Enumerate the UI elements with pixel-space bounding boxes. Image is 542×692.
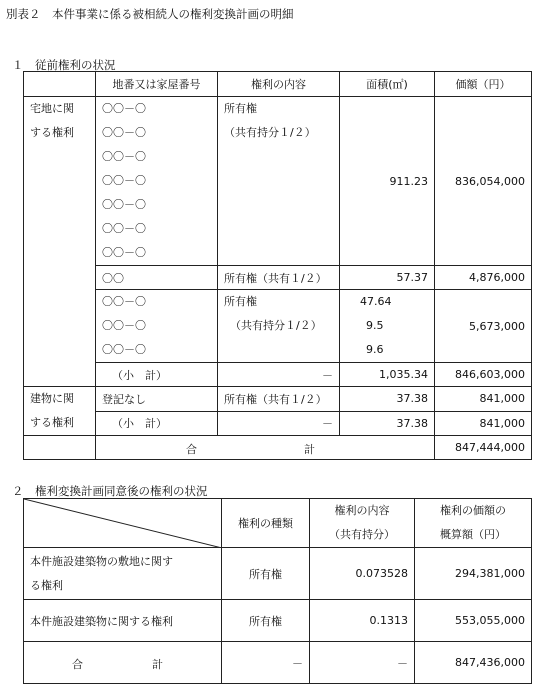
building-lot: 登記なし	[96, 387, 218, 412]
row-share: 0.1313	[310, 600, 415, 642]
lot-number: 〇〇－〇	[102, 174, 146, 187]
group2-area: 57.37	[340, 266, 435, 290]
table-row	[24, 548, 532, 600]
total-row	[24, 642, 532, 684]
header-blank	[24, 72, 96, 97]
lot-number: 〇〇－〇	[102, 126, 146, 139]
lot-number: 〇〇－〇	[102, 102, 146, 115]
group2-lot: 〇〇	[96, 266, 218, 290]
group1-lots	[96, 97, 218, 266]
lot-number: 〇〇－〇	[102, 198, 146, 211]
land-rights-label: 宅地に関 する権利	[24, 97, 96, 387]
building-subtotal-area: 37.38	[340, 411, 435, 436]
building-right: 所有権（共有１/２）	[218, 387, 340, 412]
lot-number: 〇〇－〇	[102, 222, 146, 235]
land-subtotal-label: （小 計）	[96, 363, 218, 387]
group3-right: 所有権 （共有持分１/２）	[218, 290, 340, 363]
building-area: 37.38	[340, 387, 435, 412]
total-type: －	[222, 642, 310, 684]
table-row	[24, 600, 532, 642]
section-2-heading: ２ 権利変換計画同意後の権利の状況	[12, 484, 208, 498]
group3-lots	[96, 290, 218, 363]
row-value: 553,055,000	[415, 600, 532, 642]
lot-number: 〇〇－〇	[102, 343, 146, 356]
header-price: 価額（円）	[435, 72, 532, 97]
header-area: 面積(㎡)	[340, 72, 435, 97]
lot-number: 〇〇－〇	[102, 295, 146, 308]
diagonal-line	[24, 499, 222, 548]
group1-right: 所有権 （共有持分１/２）	[218, 97, 340, 266]
lot-number: 〇〇－〇	[102, 319, 146, 332]
header-content: 権利の内容 （共有持分）	[310, 499, 415, 548]
post-conversion-rights-table	[23, 498, 532, 684]
total-price: 847,444,000	[435, 436, 532, 460]
building-subtotal-price: 841,000	[435, 411, 532, 436]
header-diagonal-cell	[24, 499, 222, 548]
group2-price: 4,876,000	[435, 266, 532, 290]
group3-areas: 47.64 9.5 9.6	[340, 290, 435, 363]
row-type: 所有権	[222, 600, 310, 642]
group1-price: 836,054,000	[435, 97, 532, 266]
row-value: 294,381,000	[415, 548, 532, 600]
building-subtotal-label: （小 計）	[96, 411, 218, 436]
building-price: 841,000	[435, 387, 532, 412]
building-rights-label: 建物に関 する権利	[24, 387, 96, 436]
group1-area: 911.23	[340, 97, 435, 266]
header-right: 権利の内容	[218, 72, 340, 97]
lot-number: 〇〇－〇	[102, 150, 146, 163]
prior-rights-table	[23, 71, 532, 460]
row-type: 所有権	[222, 548, 310, 600]
building-subtotal-right: －	[218, 411, 340, 436]
row-name: 本件施設建築物の敷地に関す る権利	[24, 548, 222, 600]
lot-number: 〇〇－〇	[102, 246, 146, 259]
total-share: －	[310, 642, 415, 684]
header-value: 権利の価額の 概算額（円）	[415, 499, 532, 548]
total-blank	[24, 436, 96, 460]
header-type: 権利の種類	[222, 499, 310, 548]
land-subtotal-price: 846,603,000	[435, 363, 532, 387]
group3-price: 5,673,000	[435, 290, 532, 363]
total-label: 合 計	[96, 436, 435, 460]
total-value: 847,436,000	[415, 642, 532, 684]
total-label: 合 計	[24, 642, 222, 684]
row-name: 本件施設建築物に関する権利	[24, 600, 222, 642]
group2-right: 所有権（共有１/２）	[218, 266, 340, 290]
header-lot: 地番又は家屋番号	[96, 72, 218, 97]
land-subtotal-right: －	[218, 363, 340, 387]
row-share: 0.073528	[310, 548, 415, 600]
section-1-heading: １ 従前権利の状況	[12, 58, 116, 72]
page-title: 別表２ 本件事業に係る被相続人の権利変換計画の明細	[6, 7, 294, 21]
land-subtotal-area: 1,035.34	[340, 363, 435, 387]
